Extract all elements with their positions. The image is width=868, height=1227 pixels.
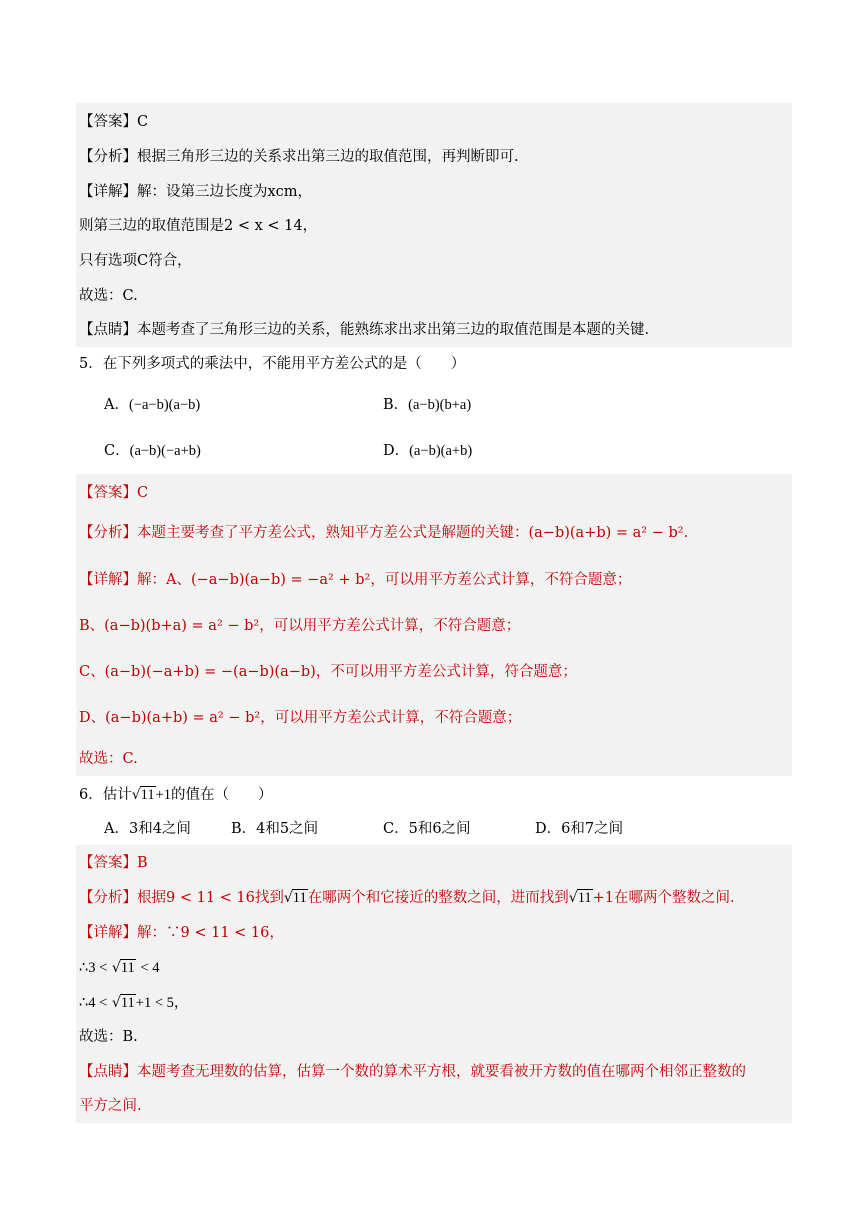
analysis-text: +1在哪两个整数之间. — [592, 890, 735, 906]
option-b — [383, 395, 471, 415]
option-a — [104, 395, 200, 415]
option-d: D．6和7之间 — [535, 821, 624, 837]
answer-line: 【答案】C — [79, 114, 149, 130]
stem-text: 6．估计 — [79, 787, 132, 803]
comment-line: 【点睛】本题考查无理数的估算，估算一个数的算术平方根，就要看被开方数的值在哪两个相邻正整数的 — [79, 1064, 746, 1080]
analysis-line: 【分析】本题主要考查了平方差公式，熟知平方差公式是解题的关键：(a−b)(a+b) = a² − b². — [79, 525, 689, 541]
option-expr: (a−b)(a+b) — [409, 443, 473, 459]
answer-line: 【答案】B — [79, 855, 148, 871]
comment-line: 平方之间. — [79, 1098, 142, 1114]
option-label: B． — [383, 397, 409, 413]
step-text: +1 < 5， — [135, 995, 189, 1011]
radicand: 11 — [120, 960, 135, 976]
radicand: 11 — [577, 890, 592, 906]
option-expr: (a−b)(−a+b) — [129, 443, 201, 459]
radicand: 11 — [120, 995, 135, 1011]
option-label: D． — [383, 443, 410, 459]
comment-line: 【点睛】本题考查了三角形三边的关系，能熟练求出求出第三边的取值范围是本题的关键. — [79, 322, 650, 338]
radicand: 11 — [292, 890, 307, 906]
option-b: B．4和5之间 — [231, 821, 319, 837]
question-stem — [79, 785, 273, 805]
conclusion-line: 故选：C. — [79, 288, 138, 304]
analysis-line — [79, 888, 735, 908]
sqrt-icon: √ — [131, 787, 141, 803]
analysis-text: 【分析】根据9 < 11 < 16找到 — [79, 890, 284, 906]
sqrt-icon: √ — [111, 995, 121, 1011]
option-label: A． — [104, 397, 129, 413]
sqrt-icon: √ — [283, 890, 293, 906]
option-a: A．3和4之间 — [104, 821, 191, 837]
detail-line: C、(a−b)(−a+b) = −(a−b)(a−b)，不可以用平方差公式计算，符合题意； — [79, 664, 577, 680]
answer-line: 【答案】C — [79, 485, 149, 501]
step-text: ∴3 < — [79, 960, 108, 976]
radicand: 11 — [140, 787, 155, 803]
step-text: < 4 — [140, 960, 160, 976]
analysis-text: 在哪两个和它接近的整数之间，进而找到 — [307, 890, 569, 906]
detail-line: 【详解】解：A、(−a−b)(a−b) = −a² + b²，可以用平方差公式计算，不符合题意； — [79, 572, 632, 588]
option-label: C． — [104, 443, 130, 459]
question-stem: 5．在下列多项式的乘法中，不能用平方差公式的是（ ） — [79, 356, 466, 372]
detail-line: 【详解】解：∵9 < 11 < 16， — [79, 925, 284, 941]
option-d — [383, 441, 472, 461]
option-expr: (−a−b)(a−b) — [128, 397, 201, 413]
detail-line: 【详解】解：设第三边长度为xcm， — [79, 184, 313, 200]
sqrt-icon: √ — [568, 890, 578, 906]
option-c: C．5和6之间 — [383, 821, 471, 837]
step-line — [79, 993, 188, 1013]
step-line — [79, 958, 159, 978]
detail-line: B、(a−b)(b+a) = a² − b²，可以用平方差公式计算，不符合题意； — [79, 618, 521, 634]
stem-text: +1的值在（ ） — [155, 787, 273, 803]
conclusion-line: 故选：C. — [79, 751, 138, 767]
conclusion-line: 故选：B. — [79, 1029, 138, 1045]
sqrt-icon: √ — [111, 960, 121, 976]
step-text: ∴4 < — [79, 995, 108, 1011]
detail-line: 只有选项C符合， — [79, 253, 192, 269]
detail-line: 则第三边的取值范围是2 < x < 14， — [79, 218, 318, 234]
option-expr: (a−b)(b+a) — [408, 397, 472, 413]
detail-line: D、(a−b)(a+b) = a² − b²，可以用平方差公式计算，不符合题意； — [79, 710, 522, 726]
option-c — [104, 441, 201, 461]
analysis-line: 【分析】根据三角形三边的关系求出第三边的取值范围，再判断即可. — [79, 149, 519, 165]
